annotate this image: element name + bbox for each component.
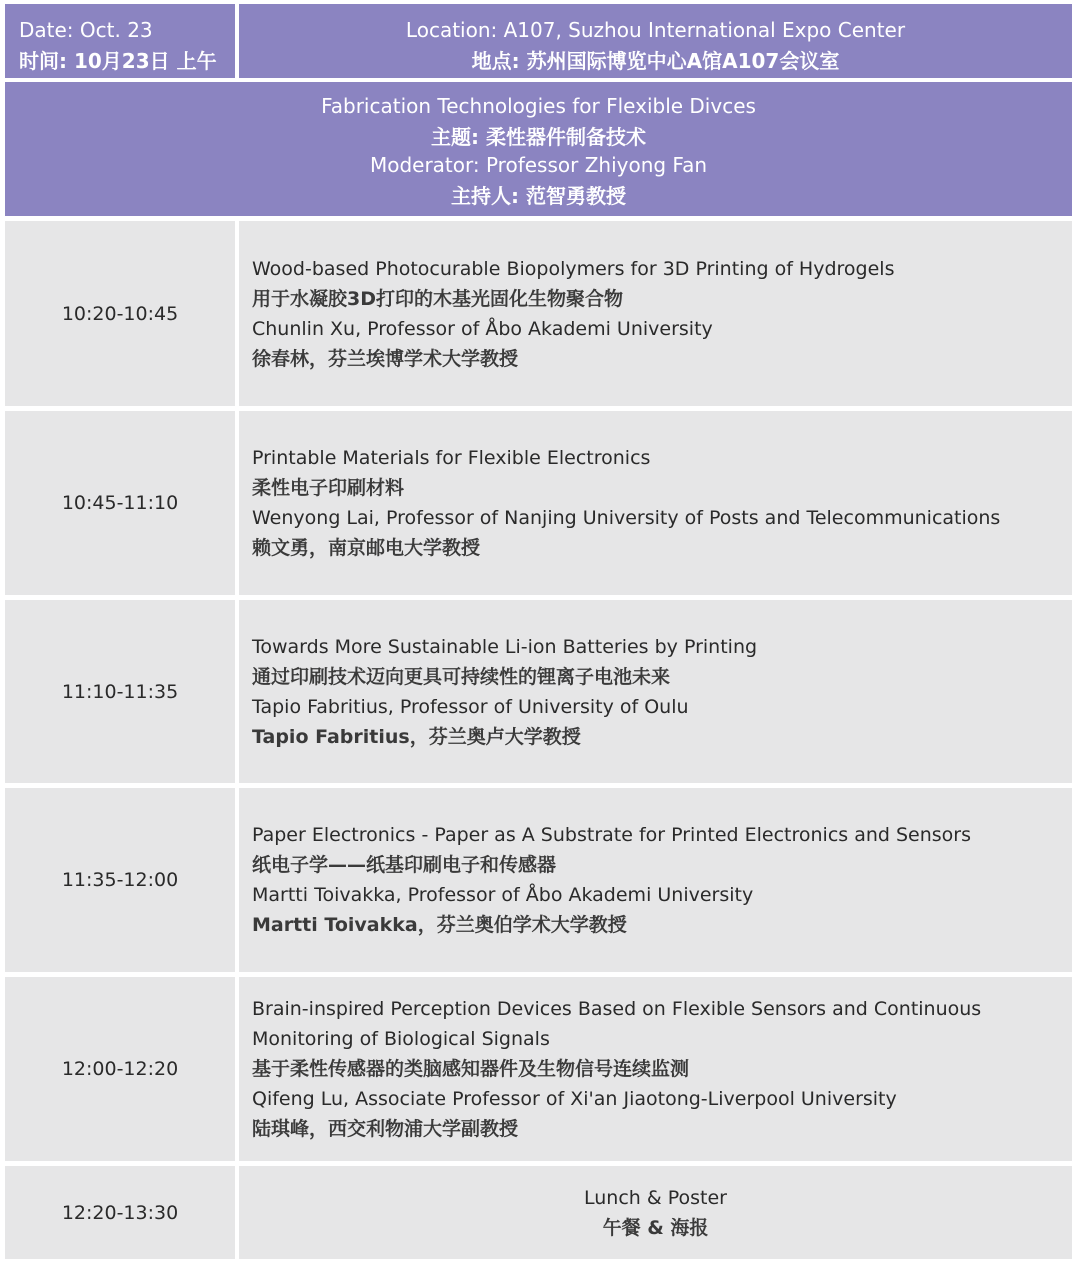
session-moderator-zh: 主持人: 范智勇教授 bbox=[451, 184, 626, 208]
speaker-en: Tapio Fabritius, Professor of University of Oulu bbox=[252, 695, 689, 718]
talk-title-en: Paper Electronics - Paper as A Substrate for Printed Electronics and Sensors bbox=[252, 824, 972, 846]
break-label-en: Lunch & Poster bbox=[584, 1186, 727, 1209]
location-en: Location: A107, Suzhou International Expo Center bbox=[405, 18, 906, 42]
break-label-zh: 午餐 & 海报 bbox=[602, 1216, 709, 1239]
talk-time: 10:45-11:10 bbox=[61, 492, 179, 514]
talk-cell bbox=[239, 977, 1072, 1161]
date-header bbox=[5, 4, 235, 78]
talk-details bbox=[252, 254, 1064, 374]
session-moderator-en: Moderator: Professor Zhiyong Fan bbox=[369, 153, 708, 177]
location-zh: 地点: 苏州国际博览中心A馆A107会议室 bbox=[471, 49, 840, 73]
talk-title-en: Printable Materials for Flexible Electronics bbox=[252, 447, 651, 469]
time-cell bbox=[5, 600, 235, 783]
talk-time: 12:00-12:20 bbox=[61, 1058, 179, 1080]
speaker-zh: 赖文勇，南京邮电大学教授 bbox=[252, 537, 481, 559]
speaker-en: Qifeng Lu, Associate Professor of Xi'an Jiaotong-Liverpool University bbox=[252, 1088, 897, 1110]
time-cell bbox=[5, 221, 235, 406]
talk-details bbox=[252, 632, 1064, 752]
talk-title-zh: 纸电子学——纸基印刷电子和传感器 bbox=[252, 854, 557, 876]
talk-title-zh: 通过印刷技术迈向更具可持续性的锂离子电池未来 bbox=[252, 665, 671, 688]
time-cell bbox=[5, 977, 235, 1161]
talk-time: 10:20-10:45 bbox=[61, 302, 179, 325]
talk-title-en: Brain-inspired Perception Devices Based on Flexible Sensors and Continuous bbox=[252, 998, 982, 1020]
talk-details bbox=[252, 994, 1064, 1144]
session-theme-en: Fabrication Technologies for Flexible Divces bbox=[321, 94, 756, 118]
date-en: Date: Oct. 23 bbox=[19, 18, 153, 42]
location-header bbox=[239, 4, 1072, 78]
speaker-en: Martti Toivakka, Professor of Åbo Akademi University bbox=[252, 884, 754, 906]
speaker-zh: Martti Toivakka，芬兰奥伯学术大学教授 bbox=[252, 914, 627, 936]
session-theme-zh: 主题: 柔性器件制备技术 bbox=[431, 125, 646, 149]
talk-title-zh: 柔性电子印刷材料 bbox=[252, 477, 405, 499]
speaker-zh: 陆琪峰，西交利物浦大学副教授 bbox=[252, 1118, 519, 1140]
break-cell bbox=[239, 1166, 1072, 1259]
break-details bbox=[239, 1183, 1072, 1243]
talk-details bbox=[252, 443, 1064, 563]
talk-cell bbox=[239, 411, 1072, 595]
break-time: 12:20-13:30 bbox=[61, 1201, 179, 1224]
talk-time: 11:35-12:00 bbox=[61, 869, 179, 891]
talk-title-en-cont: Monitoring of Biological Signals bbox=[252, 1028, 550, 1050]
speaker-zh: Tapio Fabritius，芬兰奥卢大学教授 bbox=[252, 725, 581, 748]
speaker-zh: 徐春林，芬兰埃博学术大学教授 bbox=[252, 347, 519, 370]
talk-title-en: Wood-based Photocurable Biopolymers for 3D Printing of Hydrogels bbox=[252, 257, 895, 280]
speaker-en: Chunlin Xu, Professor of Åbo Akademi University bbox=[252, 317, 713, 340]
speaker-en: Wenyong Lai, Professor of Nanjing University of Posts and Telecommunications bbox=[252, 507, 1001, 529]
talk-details bbox=[252, 820, 1064, 940]
talk-title-en: Towards More Sustainable Li-ion Batteries by Printing bbox=[252, 635, 758, 658]
session-banner bbox=[5, 82, 1072, 216]
time-cell bbox=[5, 411, 235, 595]
date-zh: 时间: 10月23日 上午 bbox=[19, 49, 217, 73]
time-cell bbox=[5, 1166, 235, 1259]
talk-cell bbox=[239, 788, 1072, 972]
talk-cell bbox=[239, 221, 1072, 406]
talk-title-zh: 用于水凝胶3D打印的木基光固化生物聚合物 bbox=[252, 287, 623, 310]
time-cell bbox=[5, 788, 235, 972]
talk-title-zh: 基于柔性传感器的类脑感知器件及生物信号连续监测 bbox=[252, 1058, 690, 1080]
talk-time: 11:10-11:35 bbox=[61, 680, 179, 703]
talk-cell bbox=[239, 600, 1072, 783]
